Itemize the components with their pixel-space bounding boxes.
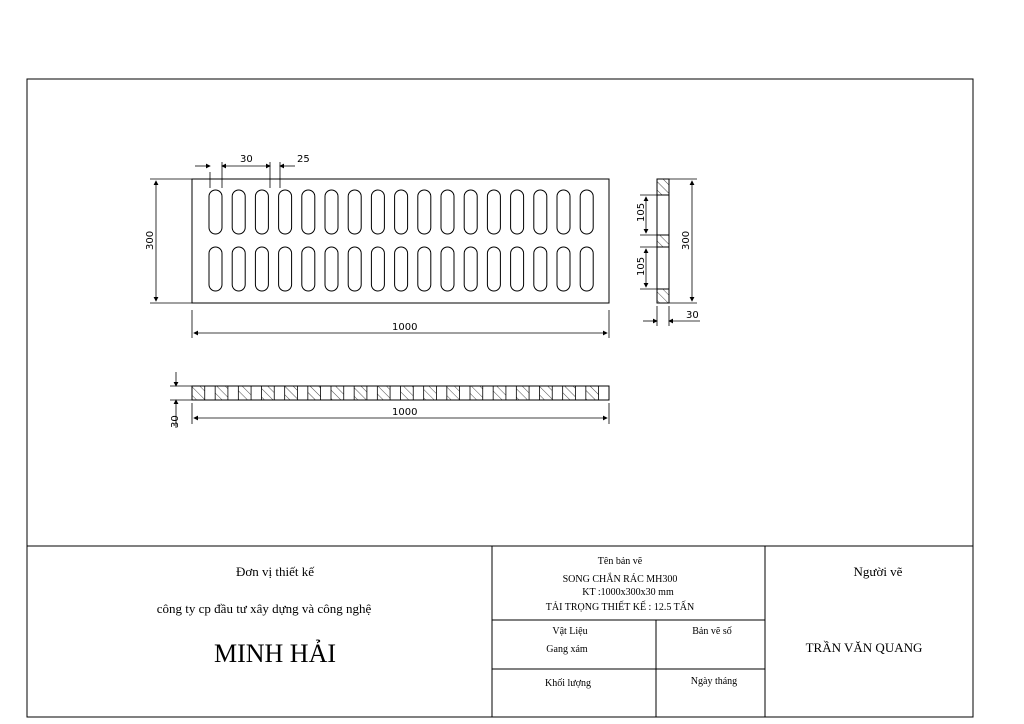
company-line: công ty cp đầu tư xây dựng và công nghệ: [156, 601, 372, 616]
drawing-load: TẢI TRỌNG THIẾT KẾ : 12.5 TẤN: [545, 602, 695, 613]
section-hatch: [285, 386, 298, 400]
dim-slot-width: 25: [297, 154, 310, 165]
drawer-label: Người vẽ: [853, 564, 903, 579]
grate-slot: [255, 247, 268, 291]
section-hatch: [424, 386, 437, 400]
section-hatch: [238, 386, 251, 400]
section-view: [170, 372, 609, 428]
section-hatch: [354, 386, 367, 400]
dim-height-side: 300: [681, 230, 692, 250]
grate-slot: [255, 190, 268, 234]
section-hatch: [563, 386, 576, 400]
grate-slot: [371, 247, 384, 291]
dim-section-1: 105: [636, 202, 647, 222]
slots-group: [209, 190, 593, 291]
grate-slot: [464, 247, 477, 291]
side-view: [636, 179, 700, 326]
title-block: [27, 546, 973, 717]
dim-section-2: 105: [636, 256, 647, 276]
grate-slot: [557, 247, 570, 291]
weight-label: Khối lượng: [545, 678, 591, 689]
grate-slot: [232, 247, 245, 291]
grate-slot: [487, 190, 500, 234]
section-hatch: [447, 386, 460, 400]
grate-slot: [580, 190, 593, 234]
grate-slot: [580, 247, 593, 291]
grate-slot: [279, 190, 292, 234]
dim-slot-pitch: 30: [240, 154, 253, 165]
section-hatch: [586, 386, 599, 400]
grate-slot: [418, 247, 431, 291]
grate-slot: [279, 247, 292, 291]
grate-slot: [395, 247, 408, 291]
drawer-name: TRẦN VĂN QUANG: [805, 640, 923, 655]
grate-slot: [209, 190, 222, 234]
side-hatch-mid: [657, 235, 669, 247]
section-hatch: [308, 386, 321, 400]
grate-slot: [534, 247, 547, 291]
grate-slot: [348, 247, 361, 291]
dim-thickness-bottom: 30: [170, 415, 181, 428]
section-hatch: [540, 386, 553, 400]
designer-label: Đơn vị thiết kế: [236, 564, 314, 579]
section-hatch: [401, 386, 414, 400]
side-hatch-top: [657, 179, 669, 195]
grate-slot: [464, 190, 477, 234]
grate-slot: [325, 190, 338, 234]
side-hatch-bottom: [657, 289, 669, 303]
dim-thickness-side: 30: [686, 310, 699, 321]
section-hatch: [192, 386, 205, 400]
grate-slot: [302, 247, 315, 291]
dim-length-top: 1000: [392, 322, 418, 333]
drawing-size: KT :1000x300x30 mm: [582, 587, 674, 598]
section-hatch: [331, 386, 344, 400]
sheet-no-label: Bản vẽ số: [692, 626, 732, 637]
section-hatch: [516, 386, 529, 400]
section-hatch: [215, 386, 228, 400]
grate-slot: [557, 190, 570, 234]
section-hatch: [470, 386, 483, 400]
grate-slot: [232, 190, 245, 234]
grate-slot: [302, 190, 315, 234]
grate-slot: [371, 190, 384, 234]
section-hatch: [493, 386, 506, 400]
grate-slot: [441, 190, 454, 234]
date-label: Ngày tháng: [690, 676, 738, 687]
grate-slot: [348, 190, 361, 234]
material-value: Gang xám: [546, 644, 588, 655]
dim-height-top: 300: [145, 230, 156, 250]
dim-length-bottom: 1000: [392, 407, 418, 418]
drawing-name-label: Tên bản vẽ: [597, 556, 643, 567]
grate-slot: [441, 247, 454, 291]
grate-slot: [511, 247, 524, 291]
grate-slot: [534, 190, 547, 234]
grate-slot: [209, 247, 222, 291]
grate-slot: [395, 190, 408, 234]
section-hatch: [262, 386, 275, 400]
company-name: MINH HẢI: [213, 639, 337, 668]
drawing-title: SONG CHẮN RÁC MH300: [562, 574, 678, 585]
grate-slot: [487, 247, 500, 291]
top-view: [145, 154, 609, 338]
section-hatches: [192, 386, 599, 400]
grate-slot: [511, 190, 524, 234]
grate-slot: [418, 190, 431, 234]
material-label: Vật Liệu: [552, 626, 588, 637]
section-hatch: [377, 386, 390, 400]
grate-slot: [325, 247, 338, 291]
